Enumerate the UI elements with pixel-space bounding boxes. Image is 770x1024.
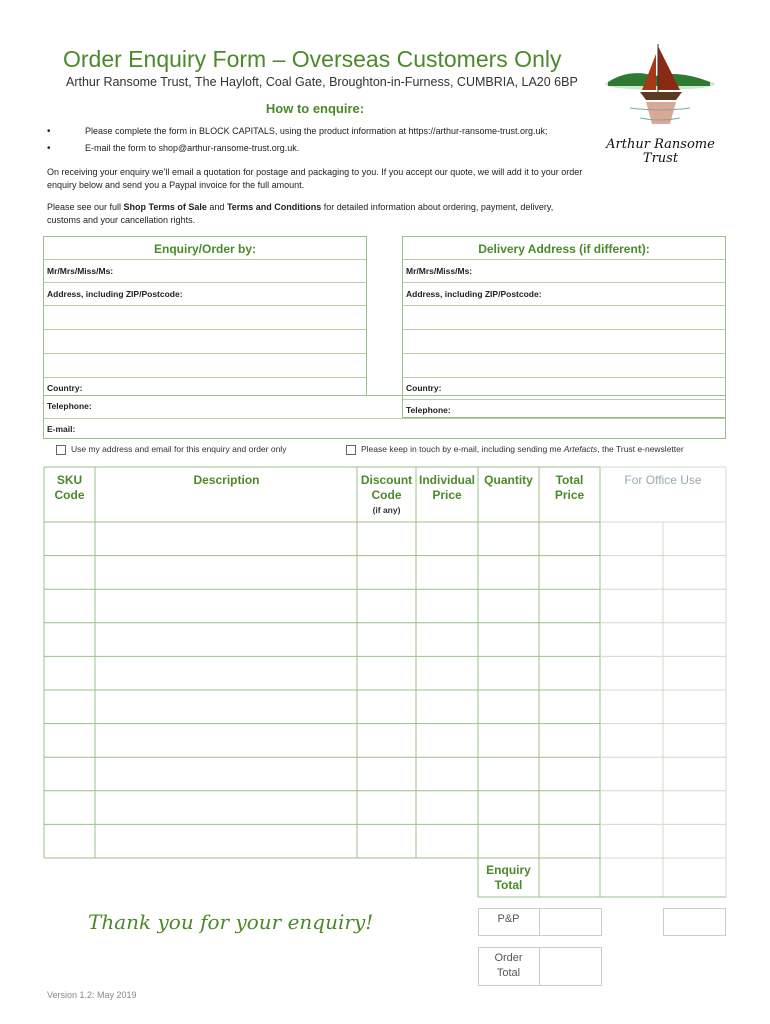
- office-use-header: For Office Use: [624, 473, 702, 487]
- total-price-header: Total Price: [554, 473, 585, 502]
- enquiry-email-field[interactable]: E-mail:: [44, 418, 725, 439]
- enquiry-address-field[interactable]: Address, including ZIP/Postcode:: [44, 282, 366, 305]
- use-address-label: Use my address and email for this enquiry and order only: [71, 444, 287, 454]
- terms-paragraph: Please see our full Shop Terms of Sale and Terms and Conditions for detailed information about ordering, payment, delivery, customs and your cancellation rights.: [47, 202, 554, 225]
- pp-label: P&P: [497, 913, 520, 925]
- quotation-paragraph: On receiving your enquiry we’ll email a quotation for postage and packaging to you. If you accept our quote, we will add it to your order enquiry below and send you a Paypal invoice for the full amount.: [47, 167, 583, 190]
- description-header: Description: [193, 473, 260, 487]
- thank-you-message: Thank you for your enquiry!: [88, 910, 374, 934]
- office-pp-field[interactable]: [663, 908, 726, 936]
- delivery-heading: Delivery Address (if different):: [478, 242, 650, 256]
- page-title: Order Enquiry Form – Overseas Customers Only: [63, 46, 562, 72]
- trust-address: Arthur Ransome Trust, The Hayloft, Coal Gate, Broughton-in-Furness, CUMBRIA, LA20 6BP: [66, 75, 578, 89]
- logo-text: Arthur Ransome Trust: [606, 137, 715, 166]
- order-total-label: Order Total: [494, 952, 523, 979]
- instruction-bullet: • Please complete the form in BLOCK CAPITALS, using the product information at https://arthur-ransome-trust.org.uk;: [47, 126, 548, 137]
- enquiry-telephone-field[interactable]: Telephone:: [44, 396, 403, 418]
- individual-price-header: Individual Price: [418, 473, 475, 502]
- delivery-country-field[interactable]: Country:: [403, 377, 725, 399]
- instruction-bullet: • E-mail the form to shop@arthur-ransome-trust.org.uk.: [47, 143, 300, 154]
- enquiry-name-field[interactable]: Mr/Mrs/Miss/Ms:: [44, 259, 366, 282]
- enquiry-country-field[interactable]: Country:: [44, 377, 366, 399]
- quantity-header: Quantity: [484, 473, 533, 487]
- sku-code-header: SKU Code: [54, 473, 85, 502]
- enquiry-total-label: Enquiry Total: [486, 863, 531, 892]
- delivery-name-field[interactable]: Mr/Mrs/Miss/Ms:: [403, 259, 725, 282]
- delivery-address-field[interactable]: Address, including ZIP/Postcode:: [403, 282, 725, 305]
- discount-code-header: Discount Code (if any): [360, 473, 413, 515]
- enquiry-total-field[interactable]: [539, 858, 601, 897]
- how-to-heading: How to enquire:: [265, 101, 365, 116]
- order-total-field[interactable]: [539, 947, 602, 986]
- pp-field[interactable]: [539, 908, 602, 936]
- delivery-telephone-field[interactable]: Telephone:: [403, 399, 725, 421]
- enquiry-heading: Enquiry/Order by:: [153, 242, 257, 256]
- version-label: Version 1.2: May 2019: [47, 990, 137, 1000]
- keep-in-touch-label: Please keep in touch by e-mail, including sending me Artefacts, the Trust e-newsletter: [361, 444, 684, 454]
